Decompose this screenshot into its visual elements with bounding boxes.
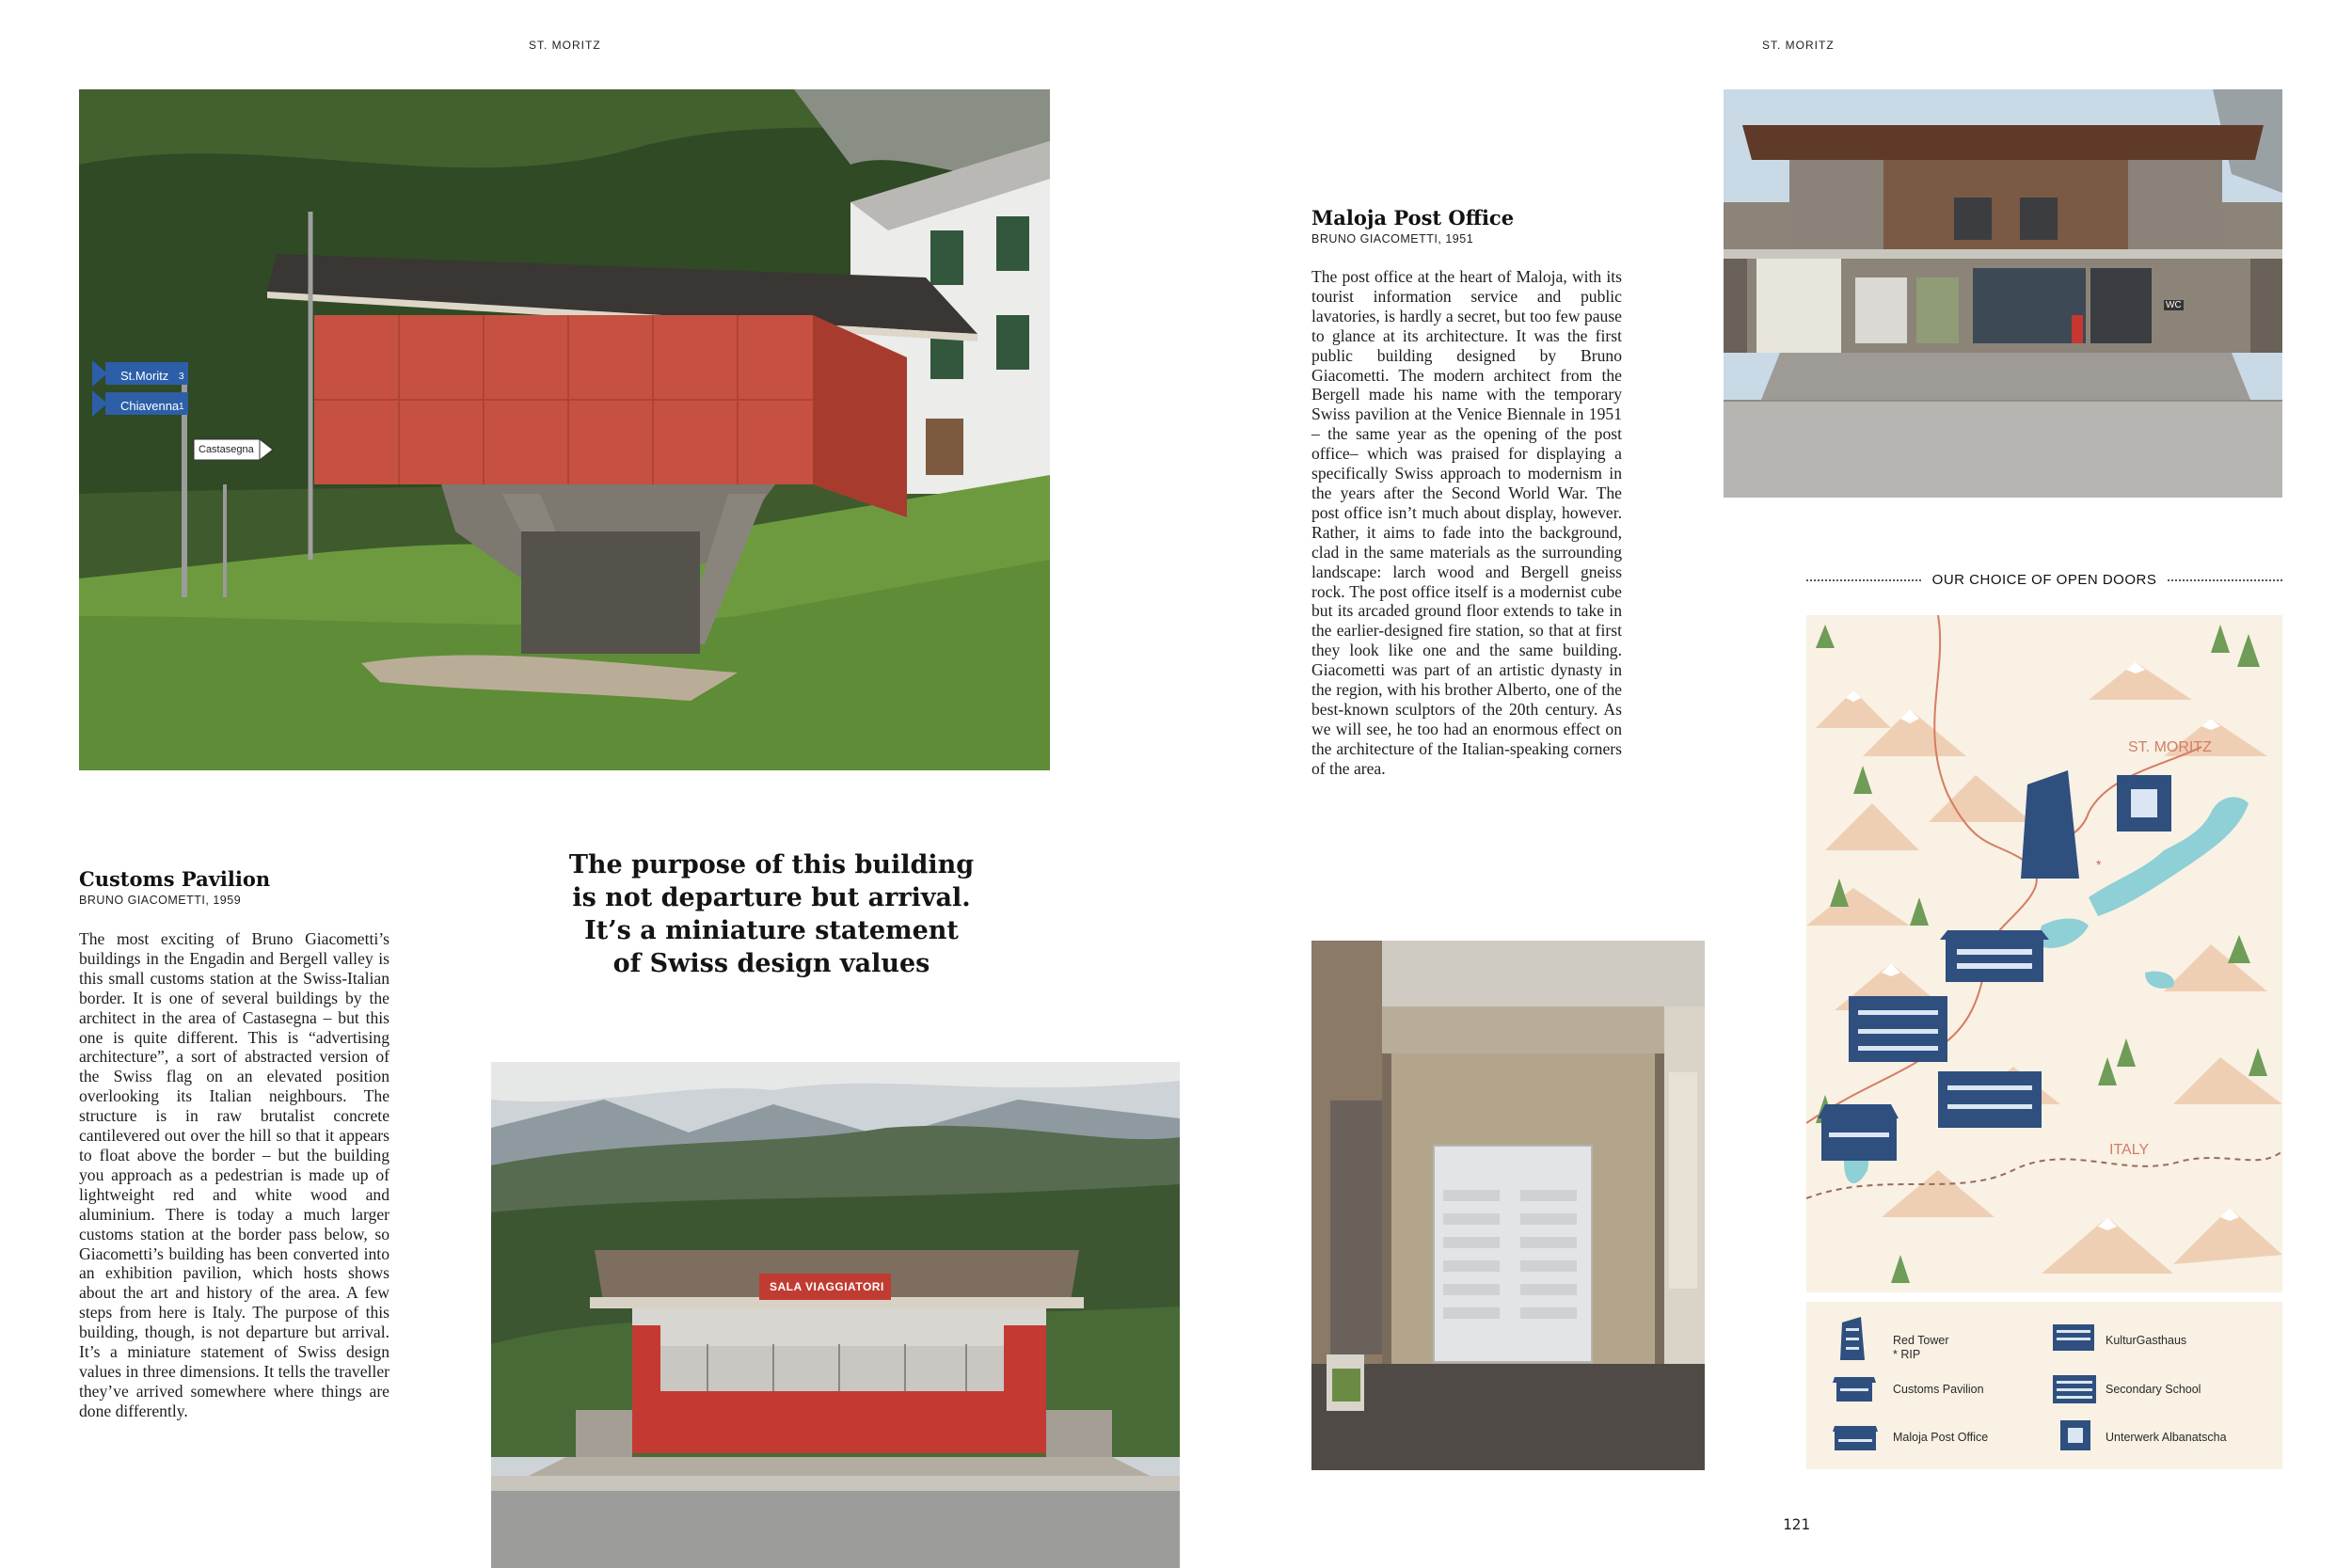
running-head-right: ST. MORITZ <box>1762 39 1835 52</box>
sign-chiavenna: Chiavenna <box>120 399 180 413</box>
map-heading-text: OUR CHOICE OF OPEN DOORS <box>1931 572 2157 588</box>
legend-line: Maloja Post Office <box>1893 1431 1989 1444</box>
sign-castasegna: Castasegna <box>199 444 254 455</box>
legend-line: * RIP <box>1893 1348 1921 1361</box>
heading-rule-left <box>1806 579 1921 581</box>
maloja-title: Maloja Post Office <box>1311 206 1515 230</box>
customs-body: The most exciting of Bruno Giacometti’s buildings in the Engadin and Bergell valley is this small customs station at the Swiss-Italian border. It is one of several buildings by the architect in the area of Castasegna – but this one is quite different. This is “advertising architecture”, a sort of abstracted version of the Swiss flag on an elevated position overlooking its Italian neighbours. The structure is in raw brutalist concrete cantilevered out over the hill so that it appears to float above the border – but the building you approach as a pedestrian is made up of lightweight red and white wood and aluminium. There is today a much larger customs station at the border pass below, so Giacometti’s building has been converted into an exhibition pavilion, which hosts shows about the art and history of the area. A few steps from here is Italy. The purpose of this building, though, is not departure but arrival. It’s a miniature statement of Swiss design values in three dimensions. It tells the traveller they’ve arrived somewhere where things are done differently. <box>79 929 389 1420</box>
maloja-byline: BRUNO GIACOMETTI, 1951 <box>1311 232 1474 245</box>
map-label-italy: ITALY <box>2109 1142 2150 1158</box>
pull-quote <box>527 848 1016 980</box>
map-legend <box>1806 1302 2282 1469</box>
legend-label-unterwerk-albanatscha <box>2106 1431 2227 1445</box>
heading-rule-right <box>2168 579 2282 581</box>
customs-byline: BRUNO GIACOMETTI, 1959 <box>79 894 242 907</box>
legend-line: Secondary School <box>2106 1383 2201 1396</box>
sign-st-moritz: St.Moritz <box>120 369 169 383</box>
customs-title: Customs Pavilion <box>79 867 271 891</box>
customs-pavilion-icon <box>1831 1373 1878 1407</box>
illustrated-map <box>1806 615 2282 1292</box>
legend-label-kulturgasthaus <box>2106 1334 2186 1348</box>
sign-chiavenna-number: 1 <box>179 402 184 412</box>
legend-line: KulturGasthaus <box>2106 1334 2187 1347</box>
page-number: 121 <box>1783 1515 1810 1533</box>
kulturgasthaus-icon <box>2051 1323 2096 1354</box>
maloja-body: The post office at the heart of Maloja, with its tourist information service and public lavatories, is hardly a secret, but too few pause to glance at its architecture. It was the first public building designed by Bruno Giacometti. The modern architect from the Bergell made his name with the temporary Swiss pavilion at the Venice Biennale in 1951 – the same year as the opening of the post office– which was praised for displaying a specifically Swiss approach to modernism in the years after the Second World War. The post office isn’t much about display, however. Rather, it aims to fade into the background, clad in the same materials as the surrounding landscape: larch wood and Bergell gneiss rock. The post office itself is a modernist cube but its arcaded ground floor extends to take in the earlier-designed fire station, so that at first they look like one and the same building. Giacometti was part of an artistic dynasty in the region, with his brother Alberto, one of the best-known sculptors of the 20th century. As we will see, he too had an enormous effect on the architecture of the Italian-speaking corners of the area. <box>1311 267 1622 778</box>
pull-quote-line: The purpose of this building <box>568 850 975 879</box>
running-head-left: ST. MORITZ <box>529 39 601 52</box>
svg-text:*: * <box>2096 857 2102 872</box>
sign-wc: WC <box>2166 300 2182 310</box>
map-heading <box>1806 572 2282 588</box>
legend-line: Customs Pavilion <box>1893 1383 1984 1396</box>
photo-customs-pavilion <box>79 89 1050 770</box>
pull-quote-line: of Swiss design values <box>612 949 930 978</box>
legend-label-maloja-post-office <box>1893 1431 1988 1445</box>
pull-quote-line: It’s a miniature statement <box>584 916 959 945</box>
legend-line: Red Tower <box>1893 1334 1949 1347</box>
pull-quote-line: is not departure but arrival. <box>572 883 971 912</box>
legend-label-secondary-school <box>2106 1383 2201 1397</box>
photo-mailboxes <box>1311 941 1705 1470</box>
secondary-school-icon <box>2051 1371 2098 1409</box>
sign-st-moritz-number: 3 <box>179 372 184 382</box>
unterwerk-albanatscha-icon <box>2058 1418 2092 1456</box>
legend-label-red-tower <box>1893 1334 1949 1362</box>
maloja-post-office-icon <box>1831 1422 1880 1456</box>
red-tower-icon <box>1836 1315 1868 1366</box>
legend-label-customs-pavilion <box>1893 1383 1984 1397</box>
photo-sala-viaggiatori <box>491 1062 1180 1568</box>
sign-sala-viaggiatori: SALA VIAGGIATORI <box>770 1280 884 1293</box>
map-label-st-moritz: ST. MORITZ <box>2128 739 2212 755</box>
legend-line: Unterwerk Albanatscha <box>2106 1431 2227 1444</box>
photo-maloja-post-office <box>1724 89 2282 498</box>
